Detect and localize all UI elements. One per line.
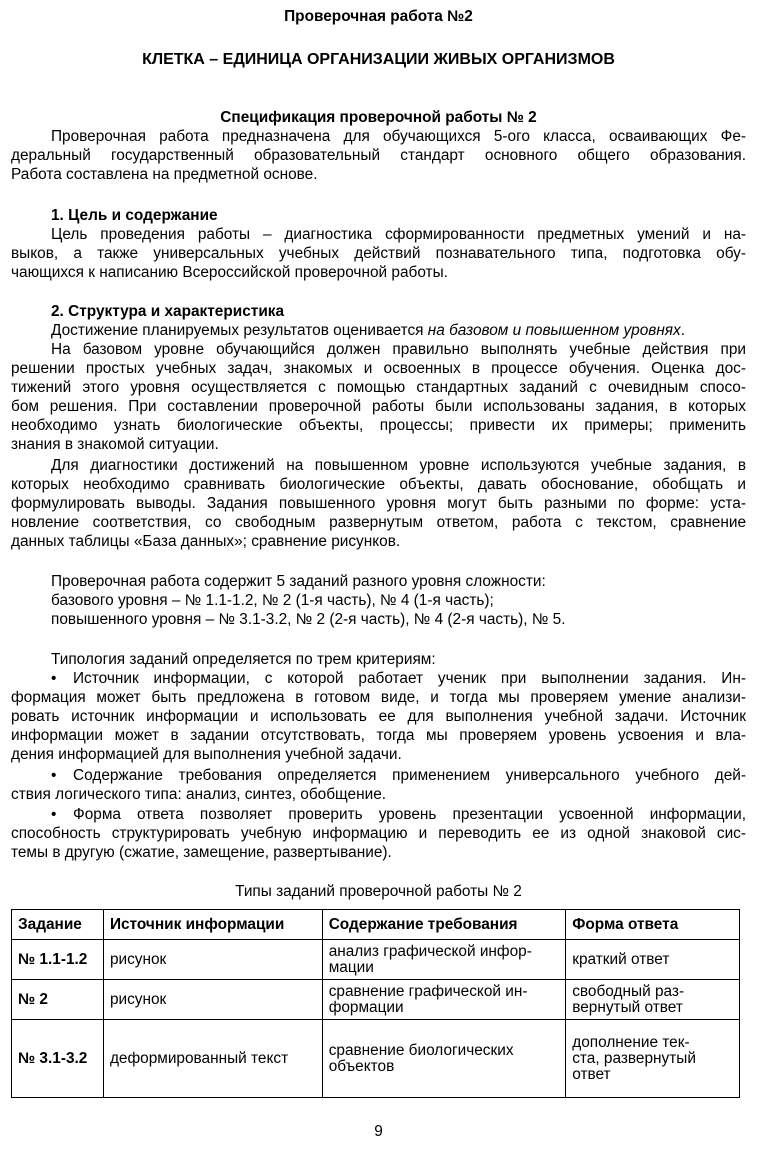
topic-title: КЛЕТКА – ЕДИНИЦА ОРГАНИЗАЦИИ ЖИВЫХ ОРГАНИЗМОВ: [142, 51, 615, 68]
table-cell: рисунок: [103, 940, 322, 980]
spec-title: Спецификация проверочной работы № 2: [220, 109, 537, 126]
paragraph-line: необходимо узнать биологические объекты, процессы; привести их примеры; применить: [11, 417, 746, 434]
paragraph-line: тижений этого уровня осуществляется с помощью стандартных заданий с очевидным спосо-: [11, 379, 746, 396]
bullet-line: ровать источник информации и использовать ее для выполнения учебной задачи. Источник: [11, 708, 746, 725]
paragraph-line: решении простых учебных задач, знакомых и освоенных в процессе обучения. Оценка дос-: [11, 360, 746, 377]
table-row: [12, 980, 740, 1020]
table-cell: № 1.1-1.2: [12, 940, 104, 980]
intro-line: Работа составлена на предметной основе.: [11, 166, 318, 183]
table-cell: № 2: [12, 980, 104, 1020]
paragraph-line: На базовом уровне обучающийся должен правильно выполнять учебные действия при: [51, 341, 746, 358]
section-heading: 2. Структура и характеристика: [51, 303, 285, 320]
bullet-line: • Форма ответа позволяет проверить уровень презентации усвоенной информации,: [51, 806, 746, 823]
typology-intro: Типология заданий определяется по трем критериям:: [51, 651, 436, 668]
task-count-line: базового уровня – № 1.1-1.2, № 2 (1-я часть), № 4 (1-я часть);: [51, 592, 494, 609]
table-row: [12, 940, 740, 980]
bullet-line: • Источник информации, с которой работает ученик при выполнении задания. Ин-: [51, 670, 746, 687]
paragraph-line: новление соответствия, со свободным развернутым ответом, работа с текстом, сравнение: [11, 514, 746, 531]
table-header-cell: Форма ответа: [566, 910, 740, 940]
bullet-line: темы в другую (сжатие, замещение, развертывание).: [11, 844, 392, 861]
bullet-line: формация может быть предложена в готовом виде, и тогда мы проверяем умение анализи-: [11, 689, 746, 706]
paragraph-line: формулировать выводы. Задания повышенного уровня могут быть разными по форме: уста-: [11, 495, 746, 512]
paragraph-line: данных таблицы «База данных»; сравнение рисунков.: [11, 533, 401, 550]
paragraph-line: Для диагностики достижений на повышенном уровне используются учебные задания, в: [51, 457, 746, 474]
table-cell: № 3.1-3.2: [12, 1020, 104, 1098]
bullet-line: информации может в задании отсутствовать, тогда мы проверяем уровень усвоения и вла-: [11, 727, 746, 744]
bullet-icon: •: [51, 806, 57, 823]
table-cell: краткий ответ: [566, 940, 740, 980]
table-cell: дополнение тек- ста, развернутый ответ: [566, 1020, 740, 1098]
section1-line: чающихся к написанию Всероссийской проверочной работы.: [11, 264, 448, 281]
bullet-icon: •: [51, 767, 57, 784]
work-title: Проверочная работа №2: [284, 8, 473, 25]
table-header-cell: Задание: [12, 910, 104, 940]
bullet-line: дения информацией для выполнения учебной задачи.: [11, 746, 402, 763]
section2-paragraph-1: Достижение планируемых результатов оценивается на базовом и повышенном уровнях.: [51, 322, 686, 339]
task-types-table: [11, 909, 740, 1098]
table-cell: деформированный текст: [103, 1020, 322, 1098]
intro-line: деральный государственный образовательный стандарт основного общего образования.: [11, 147, 746, 164]
table-cell: анализ графической инфор- мации: [322, 940, 566, 980]
bullet-line: • Содержание требования определяется применением универсального учебного дей-: [51, 767, 746, 784]
section1-line: выков, а также универсальных учебных действий познавательного типа, подготовка обу-: [11, 245, 746, 262]
table-row: [12, 1020, 740, 1098]
table-cell: сравнение графической ин- формации: [322, 980, 566, 1020]
table-header-row: [12, 910, 740, 940]
table-cell: рисунок: [103, 980, 322, 1020]
paragraph-line: бом решения. При составлении проверочной работы были использованы задания, в которых: [11, 398, 746, 415]
table-header-cell: Содержание требования: [322, 910, 566, 940]
table-cell: свободный раз- вернутый ответ: [566, 980, 740, 1020]
section-heading: 1. Цель и содержание: [51, 207, 218, 224]
page-number: 9: [374, 1123, 383, 1140]
bullet-line: способность структурировать учебную информацию и переводить ее из одной знаковой сис-: [11, 825, 746, 842]
bullet-line: ствия логического типа: анализ, синтез, обобщение.: [11, 786, 387, 803]
section1-line: Цель проведения работы – диагностика сформированности предметных умений и на-: [51, 226, 746, 243]
task-count-line: Проверочная работа содержит 5 заданий разного уровня сложности:: [51, 573, 546, 590]
table-cell: сравнение биологических объектов: [322, 1020, 566, 1098]
table-header-cell: Источник информации: [103, 910, 322, 940]
bullet-icon: •: [51, 670, 57, 687]
paragraph-line: знания в знакомой ситуации.: [11, 436, 219, 453]
table-caption: Типы заданий проверочной работы № 2: [235, 883, 522, 900]
task-count-line: повышенного уровня – № 3.1-3.2, № 2 (2-я часть), № 4 (2-я часть), № 5.: [51, 611, 566, 628]
paragraph-line: которых необходимо сравнивать биологические объекты, давать обоснование, обобщать и: [11, 476, 746, 493]
intro-line: Проверочная работа предназначена для обучающихся 5-ого класса, осваивающих Фе-: [51, 128, 746, 145]
